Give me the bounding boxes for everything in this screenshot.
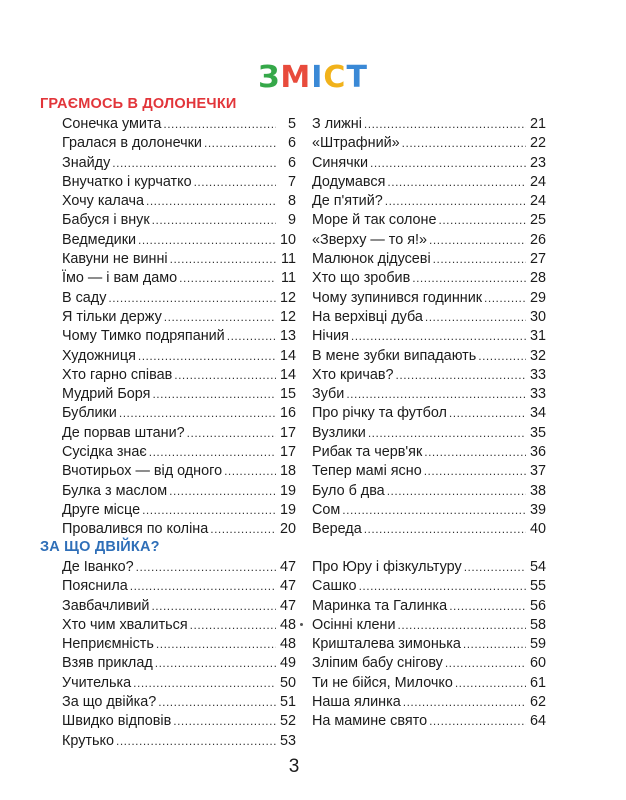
toc-entry-page: 22 bbox=[529, 135, 546, 152]
toc-leader-dots bbox=[158, 693, 276, 712]
title-letter: З bbox=[258, 60, 281, 95]
toc-entry-title: «Штрафний» bbox=[312, 135, 400, 152]
toc-leader-dots bbox=[424, 443, 526, 462]
toc-leader-dots bbox=[370, 154, 526, 173]
toc-entry-page: 8 bbox=[287, 193, 296, 210]
toc-leader-dots bbox=[163, 115, 276, 134]
toc-entry-page: 33 bbox=[529, 386, 546, 403]
toc-entry bbox=[312, 597, 546, 616]
toc-entry-page: 36 bbox=[529, 444, 546, 461]
toc-entry-title: Кришталева зимонька bbox=[312, 636, 461, 653]
toc-entry-page: 15 bbox=[279, 386, 296, 403]
page-title bbox=[0, 60, 626, 95]
toc-leader-dots bbox=[398, 616, 526, 635]
toc-leader-dots bbox=[425, 308, 526, 327]
toc-entry bbox=[62, 462, 296, 481]
toc-entry-page: 40 bbox=[529, 521, 546, 538]
toc-leader-dots bbox=[368, 424, 526, 443]
toc-entry-page: 58 bbox=[529, 616, 546, 633]
toc-entry bbox=[312, 674, 546, 693]
toc-entry-title: Неприємність bbox=[62, 636, 154, 653]
toc-leader-dots bbox=[164, 308, 276, 327]
toc-entry-page: 39 bbox=[529, 501, 546, 518]
toc-entry-page: 53 bbox=[279, 732, 296, 749]
toc-leader-dots bbox=[170, 250, 276, 269]
toc-entry-title: Наша ялинка bbox=[312, 694, 401, 711]
toc-entry-page: 64 bbox=[529, 713, 546, 730]
toc-entry-page: 21 bbox=[529, 116, 546, 132]
toc-leader-dots bbox=[449, 404, 526, 423]
toc-entry bbox=[62, 712, 296, 731]
toc-entry bbox=[312, 385, 546, 404]
toc-leader-dots bbox=[438, 211, 526, 230]
toc-entry bbox=[312, 577, 546, 596]
toc-entry-title: «Зверху — то я!» bbox=[312, 231, 428, 248]
toc-entry-title: Про Юру і фізкультуру bbox=[312, 559, 462, 575]
toc-column-left-section1 bbox=[62, 115, 296, 540]
toc-entry-title: В мене зубки випадають bbox=[312, 347, 477, 364]
toc-leader-dots bbox=[364, 115, 526, 134]
toc-entry-title: Учителька bbox=[62, 674, 132, 691]
toc-entry-title: Хто гарно співав bbox=[62, 366, 173, 383]
toc-entry-title: З лижні bbox=[312, 116, 362, 132]
toc-entry-page: 59 bbox=[529, 636, 546, 653]
toc-entry-page: 14 bbox=[279, 366, 296, 383]
toc-entry bbox=[312, 269, 546, 288]
toc-leader-dots bbox=[403, 693, 526, 712]
toc-entry bbox=[62, 482, 296, 501]
toc-entry-title: Завбачливий bbox=[62, 597, 150, 614]
toc-entry-page: 9 bbox=[287, 212, 296, 229]
toc-leader-dots bbox=[190, 616, 276, 635]
toc-leader-dots bbox=[151, 597, 276, 616]
toc-entry-page: 47 bbox=[279, 597, 296, 614]
toc-entry-page: 7 bbox=[287, 173, 296, 190]
toc-entry bbox=[312, 347, 546, 366]
toc-entry-page: 23 bbox=[529, 154, 546, 171]
toc-entry bbox=[62, 654, 296, 673]
toc-leader-dots bbox=[179, 269, 276, 288]
toc-entry-title: Внучатко і курчатко bbox=[62, 173, 192, 190]
toc-leader-dots bbox=[455, 674, 526, 693]
toc-entry-title: Море й так солоне bbox=[312, 212, 437, 229]
toc-entry-title: Маринка та Галинка bbox=[312, 597, 448, 614]
toc-leader-dots bbox=[142, 501, 276, 520]
toc-leader-dots bbox=[173, 712, 276, 731]
toc-entry-page: 33 bbox=[529, 366, 546, 383]
toc-entry-title: Сусідка знає bbox=[62, 444, 147, 461]
toc-entry-title: Сом bbox=[312, 501, 341, 518]
toc-leader-dots bbox=[210, 520, 276, 539]
toc-entry-page: 48 bbox=[279, 616, 296, 633]
toc-leader-dots bbox=[155, 654, 276, 673]
toc-entry-page: 56 bbox=[529, 597, 546, 614]
toc-entry-page: 13 bbox=[279, 328, 296, 345]
toc-leader-dots bbox=[478, 347, 526, 366]
toc-column-right-section2 bbox=[312, 558, 546, 732]
toc-entry bbox=[62, 231, 296, 250]
toc-entry bbox=[62, 366, 296, 385]
toc-entry-page: 47 bbox=[279, 559, 296, 575]
toc-entry bbox=[312, 404, 546, 423]
toc-entry bbox=[62, 115, 296, 134]
toc-leader-dots bbox=[108, 289, 276, 308]
toc-entry bbox=[312, 501, 546, 520]
title-letter: І bbox=[311, 60, 324, 95]
stray-dot-mark bbox=[300, 623, 303, 626]
toc-entry-title: Хто чим хвалиться bbox=[62, 616, 188, 633]
toc-leader-dots bbox=[412, 269, 526, 288]
toc-entry-page: 51 bbox=[279, 694, 296, 711]
toc-entry-title: Тепер мамі ясно bbox=[312, 463, 422, 480]
toc-entry bbox=[62, 250, 296, 269]
title-letter: С bbox=[323, 60, 347, 95]
toc-entry bbox=[312, 192, 546, 211]
toc-entry-title: Взяв приклад bbox=[62, 655, 153, 672]
toc-entry-title: Було б два bbox=[312, 482, 385, 499]
toc-entry-title: Хочу калача bbox=[62, 193, 145, 210]
toc-leader-dots bbox=[449, 597, 526, 616]
toc-entry-title: Сашко bbox=[312, 578, 357, 595]
toc-entry bbox=[312, 308, 546, 327]
toc-entry-page: 30 bbox=[529, 308, 546, 325]
toc-entry bbox=[312, 134, 546, 153]
toc-entry-title: Чому зупинився годинник bbox=[312, 289, 483, 306]
toc-entry-page: 24 bbox=[529, 193, 546, 210]
toc-entry-page: 12 bbox=[279, 289, 296, 306]
toc-leader-dots bbox=[204, 134, 276, 153]
toc-leader-dots bbox=[402, 134, 526, 153]
toc-entry bbox=[62, 501, 296, 520]
toc-leader-dots bbox=[133, 674, 276, 693]
toc-leader-dots bbox=[119, 404, 276, 423]
toc-entry bbox=[62, 424, 296, 443]
toc-entry bbox=[62, 385, 296, 404]
toc-leader-dots bbox=[138, 347, 276, 366]
toc-leader-dots bbox=[112, 154, 276, 173]
toc-entry-page: 47 bbox=[279, 578, 296, 595]
toc-entry-page: 11 bbox=[281, 251, 296, 268]
toc-entry-page: 28 bbox=[529, 270, 546, 287]
toc-entry-page: 18 bbox=[279, 463, 296, 480]
toc-entry-title: Знайду bbox=[62, 154, 111, 171]
toc-entry-title: Бабуся і внук bbox=[62, 212, 150, 229]
toc-entry-title: Ти не бійся, Милочко bbox=[312, 674, 453, 691]
toc-entry-title: Ведмедики bbox=[62, 231, 137, 248]
toc-entry-page: 12 bbox=[279, 308, 296, 325]
toc-entry-title: Де порвав штани? bbox=[62, 424, 185, 441]
toc-entry-page: 37 bbox=[529, 463, 546, 480]
toc-entry bbox=[62, 154, 296, 173]
toc-entry bbox=[312, 327, 546, 346]
toc-entry-title: Чому Тимко подряпаний bbox=[62, 328, 225, 345]
toc-leader-dots bbox=[433, 250, 526, 269]
toc-entry-page: 6 bbox=[287, 135, 296, 152]
toc-entry-page: 62 bbox=[529, 694, 546, 711]
toc-entry-title: Про річку та футбол bbox=[312, 405, 447, 422]
toc-entry bbox=[62, 211, 296, 230]
title-letter: Т bbox=[346, 60, 368, 95]
toc-leader-dots bbox=[136, 558, 276, 577]
toc-entry-title: Синячки bbox=[312, 154, 369, 171]
toc-entry bbox=[62, 597, 296, 616]
toc-entry bbox=[62, 173, 296, 192]
toc-entry bbox=[62, 520, 296, 539]
toc-leader-dots bbox=[396, 366, 526, 385]
toc-entry-page: 19 bbox=[279, 501, 296, 518]
toc-leader-dots bbox=[342, 501, 526, 520]
toc-leader-dots bbox=[169, 482, 276, 501]
toc-entry-page: 50 bbox=[279, 674, 296, 691]
toc-entry-page: 24 bbox=[529, 173, 546, 190]
toc-entry-title: Вереда bbox=[312, 521, 362, 538]
toc-entry-title: Провалився по коліна bbox=[62, 521, 209, 538]
section-heading-za-scho-dviika: ЗА ЩО ДВІЙКА? bbox=[40, 539, 160, 555]
toc-leader-dots bbox=[152, 385, 276, 404]
toc-leader-dots bbox=[364, 520, 526, 539]
toc-leader-dots bbox=[138, 231, 276, 250]
toc-entry-page: 60 bbox=[529, 655, 546, 672]
toc-entry bbox=[62, 192, 296, 211]
toc-entry bbox=[312, 635, 546, 654]
toc-entry-title: Друге місце bbox=[62, 501, 141, 518]
toc-entry-title: Осінні клени bbox=[312, 616, 396, 633]
toc-leader-dots bbox=[149, 443, 276, 462]
toc-entry-page: 27 bbox=[529, 251, 546, 268]
toc-entry-title: Де п'ятий? bbox=[312, 193, 383, 210]
toc-entry bbox=[312, 462, 546, 481]
toc-entry-title: В саду bbox=[62, 289, 107, 306]
toc-leader-dots bbox=[146, 192, 276, 211]
toc-entry bbox=[312, 173, 546, 192]
toc-entry bbox=[312, 250, 546, 269]
toc-entry-title: Зуби bbox=[312, 386, 345, 403]
toc-entry bbox=[62, 134, 296, 153]
toc-leader-dots bbox=[429, 231, 526, 250]
toc-entry-page: 31 bbox=[529, 328, 546, 345]
toc-leader-dots bbox=[130, 577, 276, 596]
toc-entry-page: 17 bbox=[279, 444, 296, 461]
toc-entry-page: 49 bbox=[279, 655, 296, 672]
toc-entry-page: 16 bbox=[279, 405, 296, 422]
toc-entry bbox=[62, 269, 296, 288]
toc-entry-page: 11 bbox=[281, 270, 296, 287]
toc-leader-dots bbox=[424, 462, 526, 481]
toc-entry-title: Сонечка умита bbox=[62, 116, 162, 132]
section-heading-graiemos: ГРАЄМОСЬ В ДОЛОНЕЧКИ bbox=[40, 96, 237, 112]
toc-entry-title: Вчотирьох — від одного bbox=[62, 463, 223, 480]
toc-entry bbox=[62, 732, 296, 751]
toc-entry-page: 52 bbox=[279, 713, 296, 730]
toc-entry-title: Бублики bbox=[62, 405, 117, 422]
toc-leader-dots bbox=[445, 654, 526, 673]
toc-leader-dots bbox=[174, 366, 276, 385]
toc-entry bbox=[312, 693, 546, 712]
toc-entry-page: 6 bbox=[287, 154, 296, 171]
toc-entry bbox=[312, 289, 546, 308]
toc-leader-dots bbox=[359, 577, 526, 596]
toc-entry bbox=[312, 231, 546, 250]
toc-entry-title: Швидко відповів bbox=[62, 713, 172, 730]
toc-entry-title: Зліпим бабу снігову bbox=[312, 655, 443, 672]
toc-entry bbox=[62, 347, 296, 366]
toc-entry-page: 35 bbox=[529, 424, 546, 441]
toc-entry bbox=[62, 635, 296, 654]
toc-entry-title: Пояснила bbox=[62, 578, 128, 595]
toc-entry-page: 26 bbox=[529, 231, 546, 248]
toc-entry-page: 38 bbox=[529, 482, 546, 499]
toc-entry-title: Булка з маслом bbox=[62, 482, 168, 499]
toc-entry-page: 48 bbox=[279, 636, 296, 653]
toc-leader-dots bbox=[387, 482, 526, 501]
toc-entry bbox=[62, 289, 296, 308]
toc-entry-title: Художниця bbox=[62, 347, 136, 364]
toc-leader-dots bbox=[156, 635, 276, 654]
toc-entry bbox=[312, 520, 546, 539]
toc-entry-page: 34 bbox=[529, 405, 546, 422]
toc-entry-page: 10 bbox=[279, 231, 296, 248]
toc-column-right-section1 bbox=[312, 115, 546, 540]
toc-entry-page: 54 bbox=[529, 559, 546, 575]
toc-entry bbox=[312, 482, 546, 501]
toc-entry bbox=[312, 154, 546, 173]
toc-entry bbox=[62, 404, 296, 423]
toc-entry-title: Я тільки держу bbox=[62, 308, 162, 325]
toc-leader-dots bbox=[429, 712, 526, 731]
toc-entry-title: Додумався bbox=[312, 173, 386, 190]
toc-entry-title: За що двійка? bbox=[62, 694, 157, 711]
toc-entry-title: Хто кричав? bbox=[312, 366, 394, 383]
toc-leader-dots bbox=[464, 558, 526, 577]
toc-leader-dots bbox=[351, 327, 526, 346]
toc-leader-dots bbox=[224, 462, 276, 481]
toc-entry-title: Хто що зробив bbox=[312, 270, 411, 287]
toc-entry-title: Кавуни не винні bbox=[62, 251, 168, 268]
title-letter: М bbox=[280, 60, 312, 95]
toc-entry bbox=[312, 211, 546, 230]
toc-entry-page: 14 bbox=[279, 347, 296, 364]
toc-entry-page: 17 bbox=[279, 424, 296, 441]
toc-entry bbox=[312, 616, 546, 635]
toc-entry bbox=[312, 366, 546, 385]
page-number: 3 bbox=[288, 756, 300, 777]
toc-entry-page: 19 bbox=[279, 482, 296, 499]
toc-leader-dots bbox=[227, 327, 276, 346]
toc-entry bbox=[62, 558, 296, 577]
toc-entry-title: Рибак та черв'як bbox=[312, 444, 423, 461]
toc-entry-title: На верхівці дуба bbox=[312, 308, 423, 325]
toc-entry-title: Нічия bbox=[312, 328, 349, 345]
toc-entry bbox=[62, 443, 296, 462]
toc-entry-page: 32 bbox=[529, 347, 546, 364]
toc-entry bbox=[62, 308, 296, 327]
toc-entry-title: Малюнок дідусеві bbox=[312, 251, 431, 268]
toc-entry-page: 29 bbox=[529, 289, 546, 306]
toc-leader-dots bbox=[387, 173, 526, 192]
toc-entry-page: 20 bbox=[279, 521, 296, 538]
toc-entry bbox=[312, 712, 546, 731]
toc-entry-page: 5 bbox=[287, 116, 296, 132]
toc-entry bbox=[312, 424, 546, 443]
toc-entry bbox=[62, 327, 296, 346]
toc-entry-page: 55 bbox=[529, 578, 546, 595]
toc-leader-dots bbox=[463, 635, 526, 654]
toc-leader-dots bbox=[152, 211, 276, 230]
toc-entry-title: На мамине свято bbox=[312, 713, 428, 730]
toc-entry bbox=[312, 443, 546, 462]
toc-entry-title: Їмо — і вам дамо bbox=[62, 270, 178, 287]
toc-leader-dots bbox=[187, 424, 276, 443]
toc-leader-dots bbox=[484, 289, 526, 308]
toc-entry bbox=[62, 674, 296, 693]
toc-entry bbox=[62, 693, 296, 712]
toc-entry-title: Мудрий Боря bbox=[62, 386, 151, 403]
toc-leader-dots bbox=[385, 192, 526, 211]
toc-entry-title: Де Іванко? bbox=[62, 559, 134, 575]
toc-entry-title: Крутько bbox=[62, 732, 114, 749]
toc-entry-page: 25 bbox=[529, 212, 546, 229]
toc-entry-title: Гралася в долонечки bbox=[62, 135, 202, 152]
toc-entry bbox=[62, 616, 296, 635]
toc-entry-page: 61 bbox=[529, 674, 546, 691]
toc-entry bbox=[62, 577, 296, 596]
toc-column-left-section2 bbox=[62, 558, 296, 751]
toc-entry bbox=[312, 558, 546, 577]
toc-leader-dots bbox=[194, 173, 276, 192]
toc-entry bbox=[312, 654, 546, 673]
toc-entry bbox=[312, 115, 546, 134]
toc-leader-dots bbox=[346, 385, 526, 404]
toc-entry-title: Вузлики bbox=[312, 424, 366, 441]
toc-leader-dots bbox=[116, 732, 276, 751]
